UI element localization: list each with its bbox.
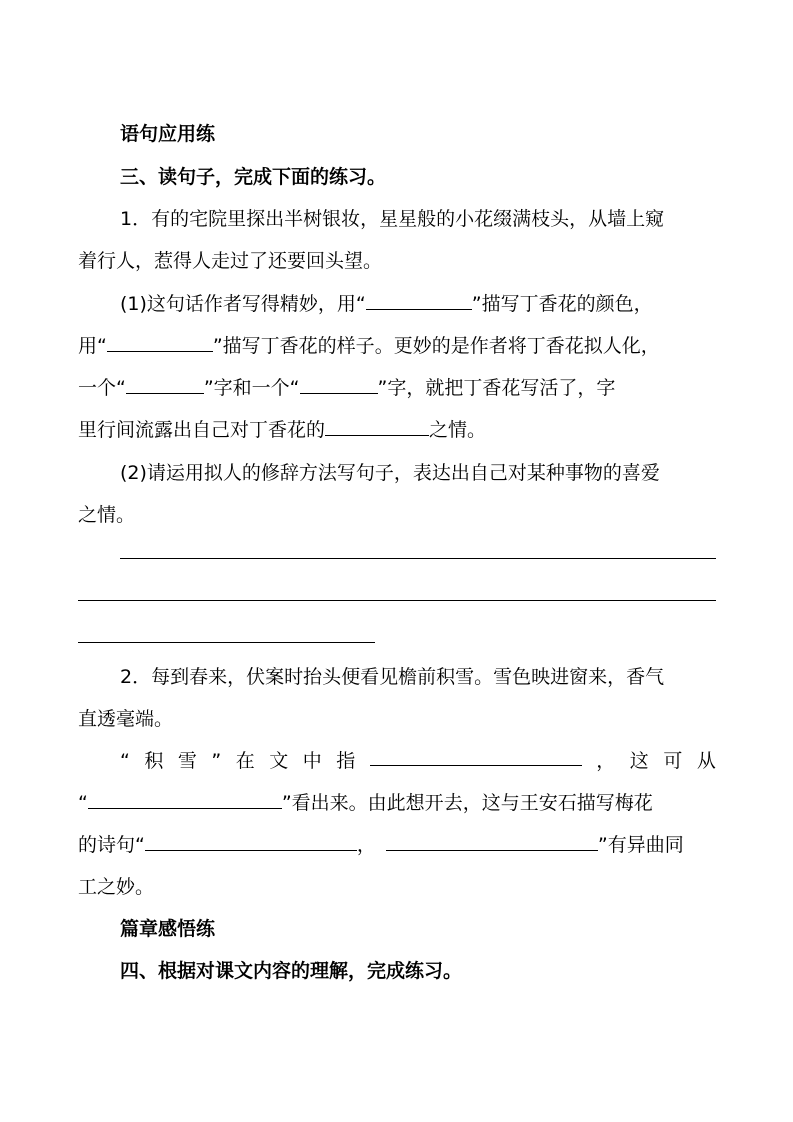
text-segment: ”描写丁香花的样子。更妙的是作者将丁香花拟人化，: [212, 335, 660, 357]
answer-line-3[interactable]: [78, 642, 375, 643]
text-segment: 指: [336, 750, 356, 772]
text-segment: ”描写丁香花的颜色，: [471, 293, 653, 315]
text-segment: ”: [211, 750, 222, 772]
item-2-text-line-2: 直透毫端。: [78, 708, 174, 730]
text-segment: 这: [629, 750, 649, 772]
blank-verb-1[interactable]: [126, 376, 204, 394]
sub-question-1-line-1: [120, 291, 653, 317]
text-segment: 用“: [78, 335, 107, 357]
text-segment: 可: [663, 750, 683, 772]
text-segment: 一个“: [78, 377, 126, 399]
blank-poem-line-2[interactable]: [386, 833, 598, 851]
item-2-question-line-1: [120, 748, 716, 774]
text-segment: 雪: [177, 750, 197, 772]
sub-question-2-line-1: (2)请运用拟人的修辞方法写句子，表达出自己对某种事物的喜爱: [120, 462, 660, 484]
blank-verb-2[interactable]: [300, 376, 378, 394]
answer-line-1[interactable]: [120, 558, 716, 559]
text-segment: 文: [269, 750, 289, 772]
sub-question-1-line-4: [78, 417, 486, 443]
blank-color-word[interactable]: [366, 292, 472, 310]
text-segment: “: [78, 792, 88, 814]
sub-question-2-line-2: 之情。: [78, 504, 136, 526]
text-segment: 中: [302, 750, 322, 772]
sub-question-1-line-2: [78, 333, 660, 359]
blank-snow-refers-to[interactable]: [370, 748, 582, 766]
text-segment: ，: [356, 834, 376, 856]
item-2-question-line-2: [78, 790, 653, 816]
blank-shape-word[interactable]: [107, 334, 213, 352]
blank-poem-line-1[interactable]: [145, 833, 357, 851]
text-segment: “: [120, 750, 130, 772]
blank-evidence[interactable]: [88, 791, 282, 809]
text-segment: ”看出来。由此想开去，这与王安石描写梅花: [281, 792, 653, 814]
text-segment: 在: [235, 750, 255, 772]
item-2-question-line-3: [78, 832, 684, 858]
text-segment: (1)这句话作者写得精妙，用“: [120, 293, 366, 315]
text-segment: 的诗句“: [78, 834, 145, 856]
item-1-text-line-2: 着行人，惹得人走过了还要回头望。: [78, 250, 383, 272]
item-2-text-line-1: 2．每到春来，伏案时抬头便看见檐前积雪。雪色映进窗来，香气: [120, 666, 665, 688]
text-segment: ”字和一个“: [203, 377, 300, 399]
question-3-title: 三、读句子，完成下面的练习。: [120, 166, 387, 188]
text-segment: 积: [144, 750, 164, 772]
sub-question-1-line-3: [78, 375, 615, 401]
item-1-text-line-1: 1．有的宅院里探出半树银妆，星星般的小花缀满枝头，从墙上窥: [120, 208, 665, 230]
text-segment: 里行间流露出自己对丁香花的: [78, 419, 326, 441]
text-segment: ，: [596, 750, 616, 772]
item-2-question-line-4: 工之妙。: [78, 876, 155, 898]
text-segment: 从: [696, 750, 716, 772]
section-heading-chapter: 篇章感悟练: [120, 918, 216, 940]
section-heading-sentence: 语句应用练: [120, 123, 216, 145]
text-segment: ”有异曲同: [597, 834, 684, 856]
blank-feeling[interactable]: [325, 418, 429, 436]
text-segment: ”字，就把丁香花写活了，字: [377, 377, 616, 399]
text-segment: 之情。: [429, 419, 487, 441]
answer-line-2[interactable]: [78, 600, 716, 601]
question-4-title: 四、根据对课文内容的理解，完成练习。: [120, 960, 463, 982]
